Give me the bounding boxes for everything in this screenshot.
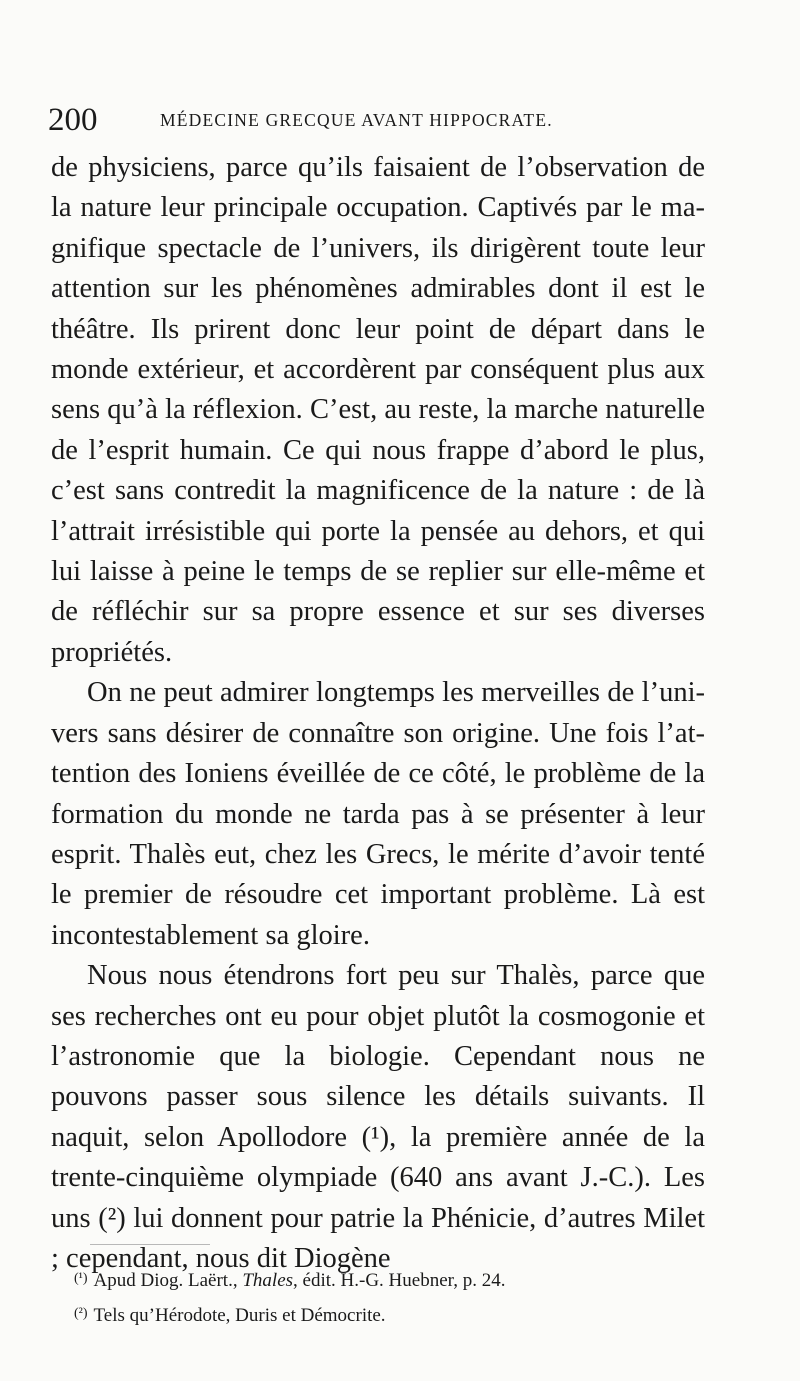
footnotes	[74, 1262, 714, 1332]
footnote-text: Tels qu’Hérodote, Duris et Démocrite.	[93, 1305, 386, 1326]
footnote-separator	[90, 1244, 210, 1245]
paragraph-1: de physiciens, parce qu’ils faisaient de l’observation de la nature leur principale occupation. Captivés par le magnifique spectacle de l’univers, ils dirigèrent toute leur attention sur les phénomènes admirables dont il est le théâtre. Ils prirent donc leur point de départ dans le monde extérieur, et accordèrent par conséquent plus aux sens qu’à la réflexion. C’est, au reste, la marche naturelle de l’esprit humain. Ce qui nous frappe d’abord le plus, c’est sans contredit la magnificence de la nature : de là l’attrait irrésistible qui porte la pensée au dehors, et qui lui laisse à peine le temps de se replier sur elle-même et de réfléchir sur sa propre essence et sur ses diverses propriétés.	[51, 152, 705, 668]
footnote-mark: (²)	[74, 1306, 88, 1321]
body-text	[51, 148, 705, 1279]
page-number: 200	[48, 102, 98, 138]
page-header	[48, 96, 708, 144]
footnote-italic-title: Thales	[242, 1270, 294, 1291]
running-title: MÉDECINE GRECQUE AVANT HIPPOCRATE.	[160, 110, 553, 130]
paragraph-2: On ne peut admirer longtemps les merveilles de l’univers sans désirer de connaître son origine. Une fois l’attention des Ioniens éveillée de ce côté, le problème de la formation du monde ne tarda pas à se présenter à leur esprit. Thalès eut, chez les Grecs, le mérite d’avoir tenté le premier de résoudre cet important problème. Là est incontestablement sa gloire.	[51, 677, 705, 951]
footnote-text: Apud Diog. Laërt.,	[93, 1270, 243, 1291]
footnote-2	[74, 1297, 714, 1332]
footnote-text-end: , édit. H.-G. Huebner, p. 24.	[293, 1270, 506, 1291]
footnote-1	[74, 1262, 714, 1297]
paragraph-3: Nous nous étendrons fort peu sur Thalès, parce que ses recherches ont eu pour objet plutôt la cosmogonie et l’astronomie que la biologie. Cependant nous ne pouvons passer sous silence les détails suivants. Il naquit, selon Apollodore (¹), la première année de la trente-cinquième olympiade (640 ans avant J.-C.). Les uns (²) lui donnent pour patrie la Phénicie, d’autres Milet ; cependant, nous dit Diogène	[51, 960, 705, 1274]
footnote-mark: (¹)	[74, 1271, 88, 1286]
